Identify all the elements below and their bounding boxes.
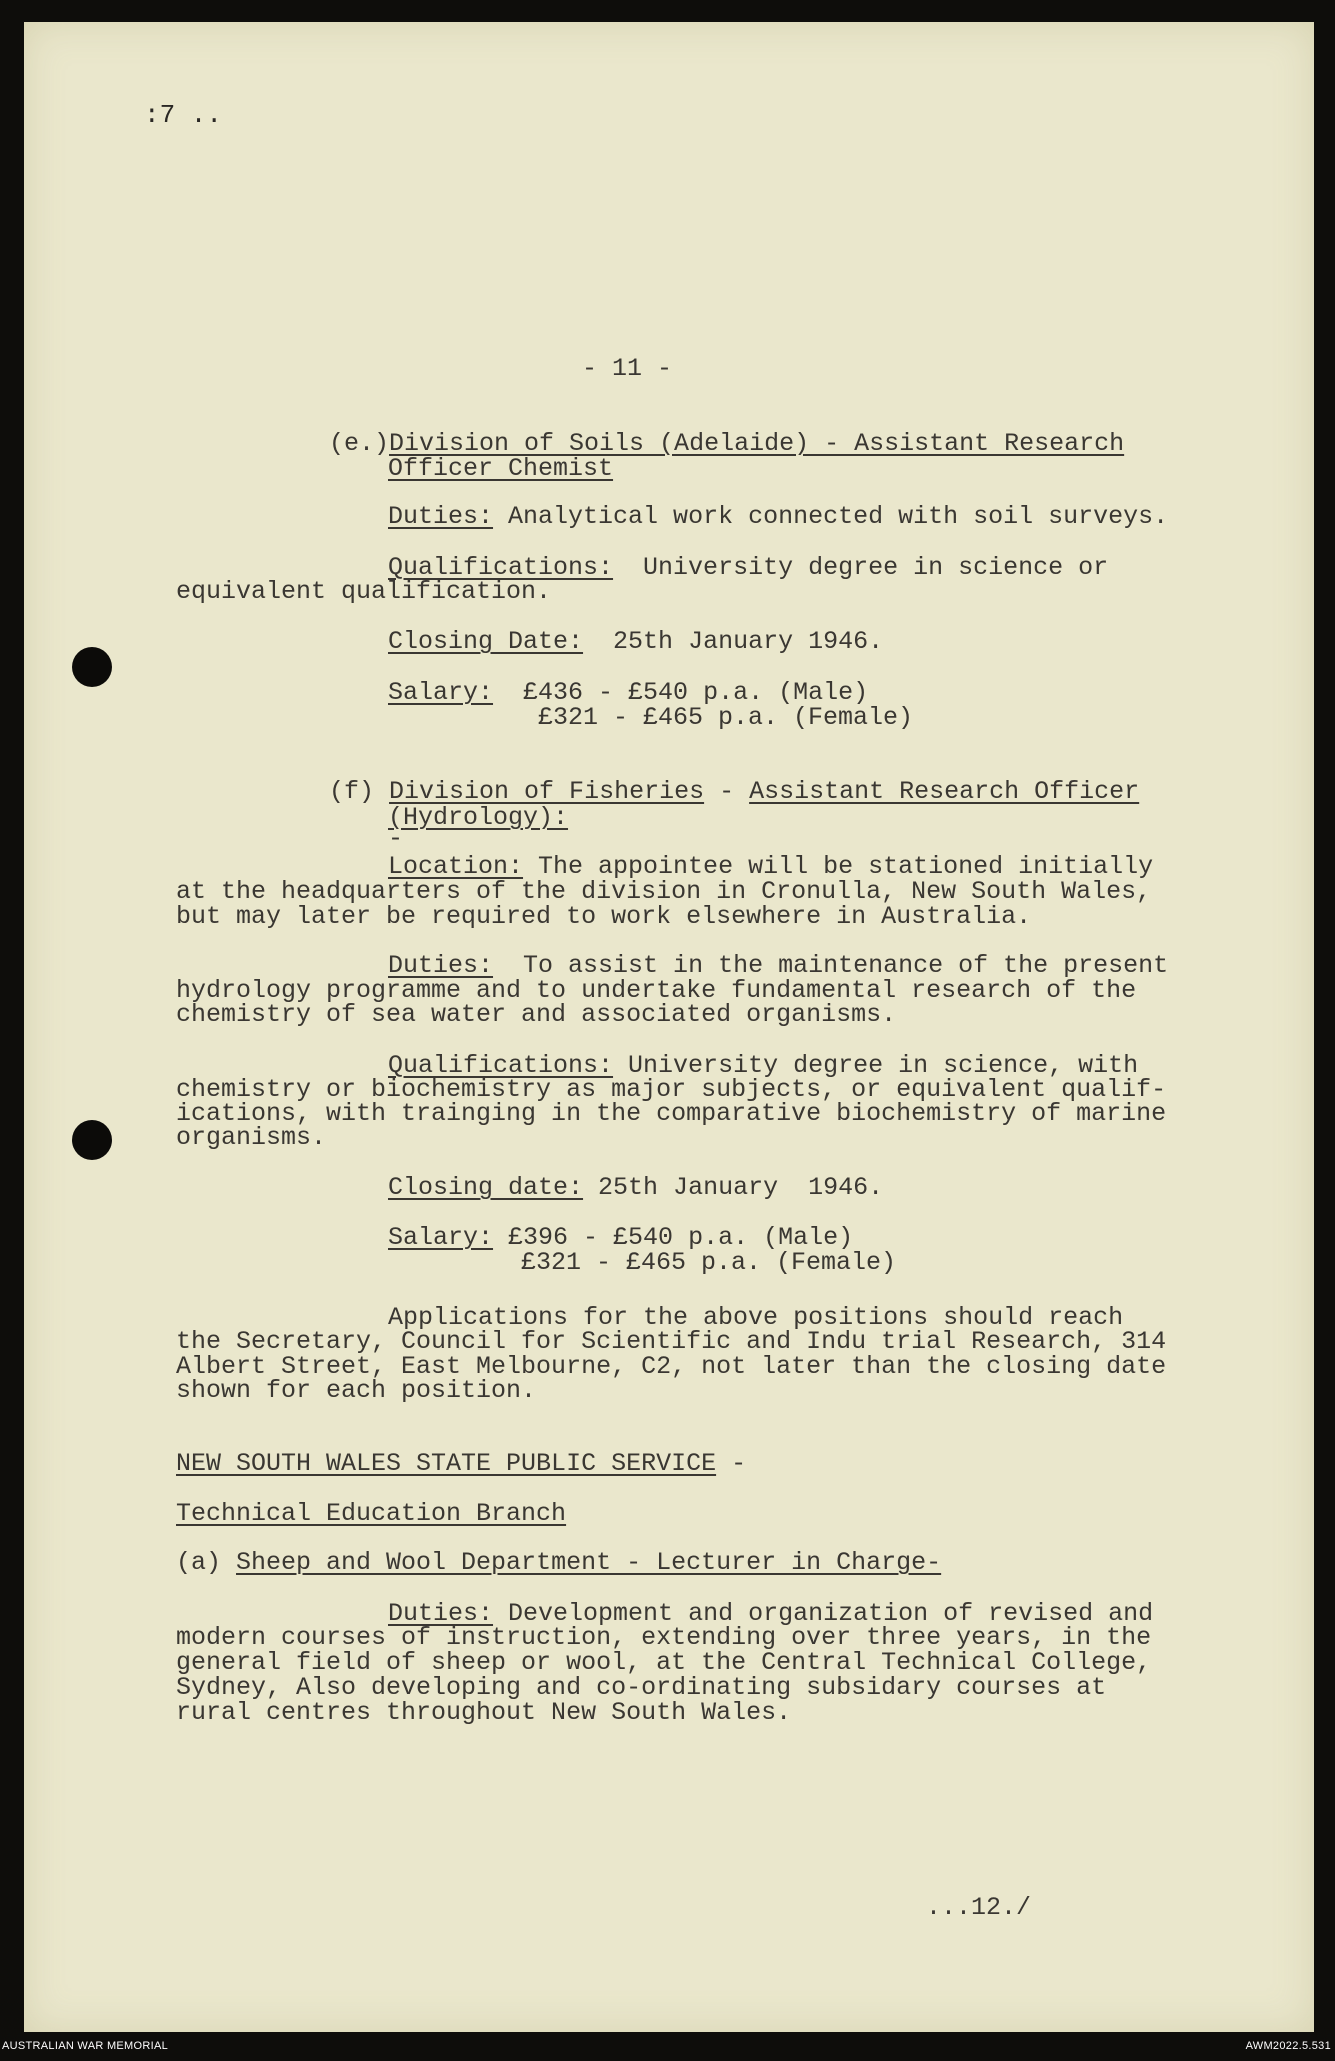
section-f-closing-date [388, 1174, 883, 1201]
section-f-duties [388, 952, 1168, 979]
section-f-location-3: but may later be required to work elsewhere in Australia. [176, 902, 1032, 931]
section-f-heading [329, 778, 1139, 805]
section-f-qualifications-4: organisms. [176, 1123, 327, 1152]
footer-right: AWM2022.5.531 [1245, 2040, 1331, 2052]
nsw-duties-5: rural centres throughout New South Wales. [176, 1698, 792, 1727]
section-f-salary-female: £321 - £465 p.a. (Female) [521, 1248, 897, 1277]
applications-line2: the Secretary, Council for Scientific and Indu trial Research, 314 [176, 1327, 1167, 1356]
nsw-duties-4: Sydney, Also developing and co-ordinating subsidary courses at [176, 1673, 1107, 1702]
nsw-heading [176, 1450, 746, 1477]
duties-label: Duties: [388, 951, 494, 980]
section-e-duties [388, 503, 1168, 530]
nsw-branch: Technical Education Branch [176, 1499, 567, 1528]
nsw-item-title: Sheep and Wool Department - Lecturer in Charge- [236, 1548, 942, 1577]
duties-text: To assist in the maintenance of the present [493, 951, 1169, 980]
section-f-location [388, 853, 1153, 880]
section-e-heading [329, 430, 1124, 457]
section-f-duties-2: hydrology programme and to undertake fundamental research of the [176, 976, 1137, 1005]
closing-date-text: 25th January 1946. [583, 627, 884, 656]
continuation-marker: ...12./ [926, 1893, 1032, 1922]
salary-male: £396 - £540 p.a. (Male) [493, 1223, 854, 1252]
section-e-prefix: (e.) [329, 429, 390, 458]
duties-text: Development and organization of revised and [493, 1599, 1154, 1628]
nsw-item-prefix: (a) [176, 1548, 237, 1577]
section-f-qualifications-2: chemistry or biochemistry as major subjects, or equivalent qualif- [176, 1075, 1167, 1104]
nsw-item-a [176, 1549, 941, 1576]
nsw-heading-text: NEW SOUTH WALES STATE PUBLIC SERVICE [176, 1449, 717, 1478]
duties-label: Duties: [388, 1599, 494, 1628]
section-f-location-2: at the headquarters of the division in Cronulla, New South Wales, [176, 877, 1152, 906]
section-f-title-part2: Assistant Research Officer [749, 777, 1140, 806]
section-e-qualifications-cont: equivalent qualification. [176, 577, 552, 606]
applications-line4: shown for each position. [176, 1376, 537, 1405]
dash-mark: - [388, 824, 404, 853]
qualifications-label: Qualifications: [388, 553, 614, 582]
duties-text: Analytical work connected with soil surveys. [493, 502, 1169, 531]
section-f-title-line2: (Hydrology): [388, 803, 569, 832]
section-f-prefix: (f) [329, 777, 375, 806]
section-f-title-part1: Division of Fisheries [389, 777, 705, 806]
closing-date-label: Closing date: [388, 1173, 584, 1202]
qualifications-label: Qualifications: [388, 1051, 614, 1080]
nsw-duties-3: general field of sheep or wool, at the Central Technical College, [176, 1648, 1152, 1677]
section-e-title-line2: Officer Chemist [388, 454, 614, 483]
closing-date-label: Closing Date: [388, 627, 584, 656]
salary-label: Salary: [388, 678, 494, 707]
location-label: Location: [388, 852, 524, 881]
section-f-salary [388, 1224, 853, 1251]
document-page [24, 22, 1314, 2032]
section-f-duties-3: chemistry of sea water and associated organisms. [176, 1000, 897, 1029]
punch-hole-top [72, 647, 112, 687]
section-f-title-dash: - [704, 777, 750, 806]
section-e-closing-date [388, 628, 883, 655]
section-f-qualifications-3: ications, with trainging in the comparative biochemistry of marine [176, 1099, 1167, 1128]
section-e-salary [388, 679, 868, 706]
applications-line3: Albert Street, East Melbourne, C2, not later than the closing date [176, 1352, 1167, 1381]
nsw-heading-suffix: - [716, 1449, 747, 1478]
qualifications-text: University degree in science or [613, 553, 1109, 582]
duties-label: Duties: [388, 502, 494, 531]
salary-male: £436 - £540 p.a. (Male) [493, 678, 869, 707]
section-e-salary-female: £321 - £465 p.a. (Female) [538, 703, 914, 732]
applications-line1: Applications for the above positions should reach [388, 1303, 1124, 1332]
page-number: - 11 - [582, 354, 673, 383]
corner-scribble: :7 .. [144, 100, 223, 130]
closing-date-text: 25th January 1946. [583, 1173, 884, 1202]
qualifications-text: University degree in science, with [613, 1051, 1139, 1080]
salary-label: Salary: [388, 1223, 494, 1252]
section-e-title-line1: Division of Soils (Adelaide) - Assistant Research [389, 429, 1125, 458]
location-text: The appointee will be stationed initially [523, 852, 1154, 881]
punch-hole-bottom [72, 1120, 112, 1160]
nsw-duties-2: modern courses of instruction, extending over three years, in the [176, 1623, 1152, 1652]
footer-left: AUSTRALIAN WAR MEMORIAL [2, 2040, 169, 2052]
